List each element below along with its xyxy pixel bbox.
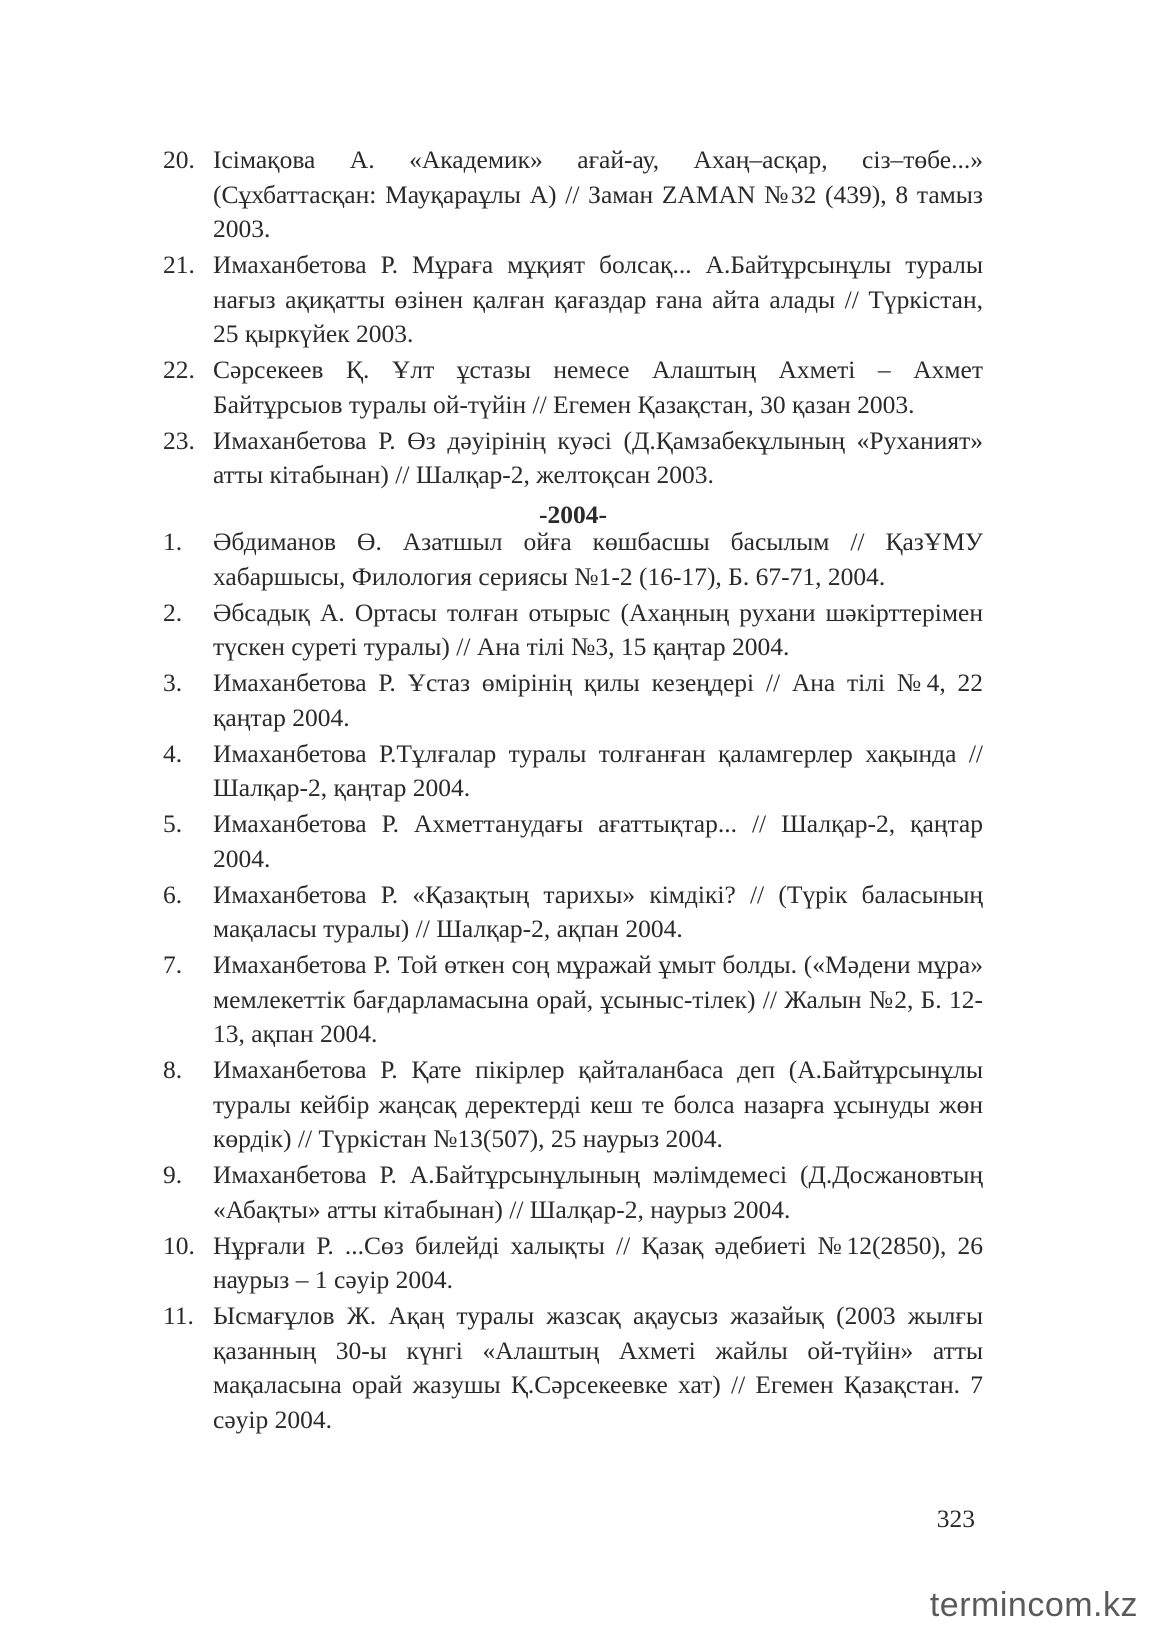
item-text: Имаханбетова Р.Тұлғалар туралы толғанған қаламгерлер хақында // Шалқар-2, қаңтар 2004.: [213, 738, 983, 802]
item-text: Әбсадық А. Ортасы толған отырыс (Ахаңның рухани шәкірттерімен түскен суреті туралы) // Ана тілі №3, 15 қаңтар 2004.: [213, 597, 983, 661]
item-number: 11.: [163, 1301, 194, 1330]
item-number: 10.: [163, 1230, 195, 1260]
list-item: [163, 737, 983, 806]
item-number: 23.: [163, 425, 195, 455]
item-text: Имаханбетова Р. Қате пікірлер қайталанбаса деп (А.Байтұрсынұлы туралы кейбір жаңсақ деректерді кеш те болса назарға ұсынуды жөн көрдік) // Түркістан №13(507), 25 наурыз 2004.: [213, 1055, 983, 1153]
list-item: [163, 1229, 983, 1298]
year-heading: -2004-: [539, 500, 607, 529]
item-text: Имаханбетова Р. Өз дәуірінің куәсі (Д.Қамзабекұлының «Руханият» атты кітабынан) // Шалқар-2, желтоқсан 2003.: [213, 425, 983, 489]
bibliography-list-2004: [163, 525, 983, 1439]
item-number: 5.: [163, 809, 183, 838]
item-text: Нұрғали Р. ...Сөз билейді халықты // Қазақ әдебиеті №12(2850), 26 наурыз – 1 сәуір 2004.: [213, 1230, 983, 1294]
page-number: 323: [936, 1504, 975, 1533]
item-number: 6.: [163, 879, 183, 909]
item-text: Имаханбетова Р. Ұстаз өмірінің қилы кезеңдері // Ана тілі №4, 22 қаңтар 2004.: [213, 668, 983, 732]
item-number: 3.: [163, 668, 183, 697]
item-text: Имаханбетова Р. «Қазақтың тарихы» кімдікі? // (Түрік баласының мақаласы туралы) // Шалқар-2, ақпан 2004.: [213, 879, 983, 943]
list-item: [163, 807, 983, 876]
list-item: [163, 248, 983, 352]
list-item: [163, 1299, 983, 1437]
item-number: 2.: [163, 597, 183, 627]
item-number: 22.: [163, 355, 195, 384]
list-item: [163, 666, 983, 735]
item-number: 8.: [163, 1055, 183, 1084]
list-item: [163, 1053, 983, 1157]
list-item: [163, 424, 983, 493]
list-item: [163, 1158, 983, 1227]
list-item: [163, 143, 983, 247]
item-text: Ісімақова А. «Академик» ағай-ау, Ахаң–асқар, сіз–төбе...» (Сұхбаттасқан: Мауқараұлы А) // Заман ZAMAN №32 (439), 8 тамыз 2003.: [213, 145, 983, 243]
item-number: 4.: [163, 738, 183, 768]
item-text: Имаханбетова Р. Ахметтанудағы ағаттықтар... // Шалқар-2, қаңтар 2004.: [213, 809, 983, 873]
item-text: Имаханбетова Р. Той өткен соң мұражай ұмыт болды. («Мәдени мұра» мемлекеттік бағдарламасына орай, ұсыныс-тілек) // Жалын №2, Б. 12-13, ақпан 2004.: [213, 950, 983, 1048]
item-number: 7.: [163, 950, 183, 979]
item-text: Имаханбетова Р. Мұраға мұқият болсақ... А.Байтұрсынұлы туралы нағыз ақиқатты өзінен қалған қағаздар ғана айта алады // Түркістан, 25 қыркүйек 2003.: [213, 250, 983, 348]
list-item: [163, 353, 983, 422]
item-text: Ысмағұлов Ж. Ақаң туралы жазсақ ақаусыз жазайық (2003 жылғы қазанның 30-ы күнгі «Алаштың Ахметі жайлы ой-түйін» атты мақаласына орай жазушы Қ.Сәрсекеевке хат) // Егемен Қазақстан. 7 сәуір 2004.: [213, 1301, 983, 1434]
list-item: [163, 596, 983, 665]
list-item: [163, 525, 983, 594]
watermark-logo: termincom.kz: [929, 1586, 1138, 1624]
item-number: 1.: [163, 527, 183, 556]
item-number: 9.: [163, 1160, 183, 1189]
item-text: Имаханбетова Р. А.Байтұрсынұлының мәлімдемесі (Д.Досжановтың «Абақты» атты кітабынан) // Шалқар-2, наурыз 2004.: [213, 1160, 983, 1224]
bibliography-list-2003: [163, 143, 983, 494]
item-text: Сәрсекеев Қ. Ұлт ұстазы немесе Алаштың Ахметі – Ахмет Байтұрсыов туралы ой-түйін // Егемен Қазақстан, 30 қазан 2003.: [213, 355, 983, 419]
item-text: Әбдиманов Ө. Азатшыл ойға көшбасшы басылым // ҚазҰМУ хабаршысы, Филология сериясы №1-2 (16-17), Б. 67-71, 2004.: [213, 527, 983, 591]
item-number: 20.: [163, 145, 195, 174]
list-item: [163, 878, 983, 947]
item-number: 21.: [163, 250, 195, 279]
list-item: [163, 948, 983, 1052]
